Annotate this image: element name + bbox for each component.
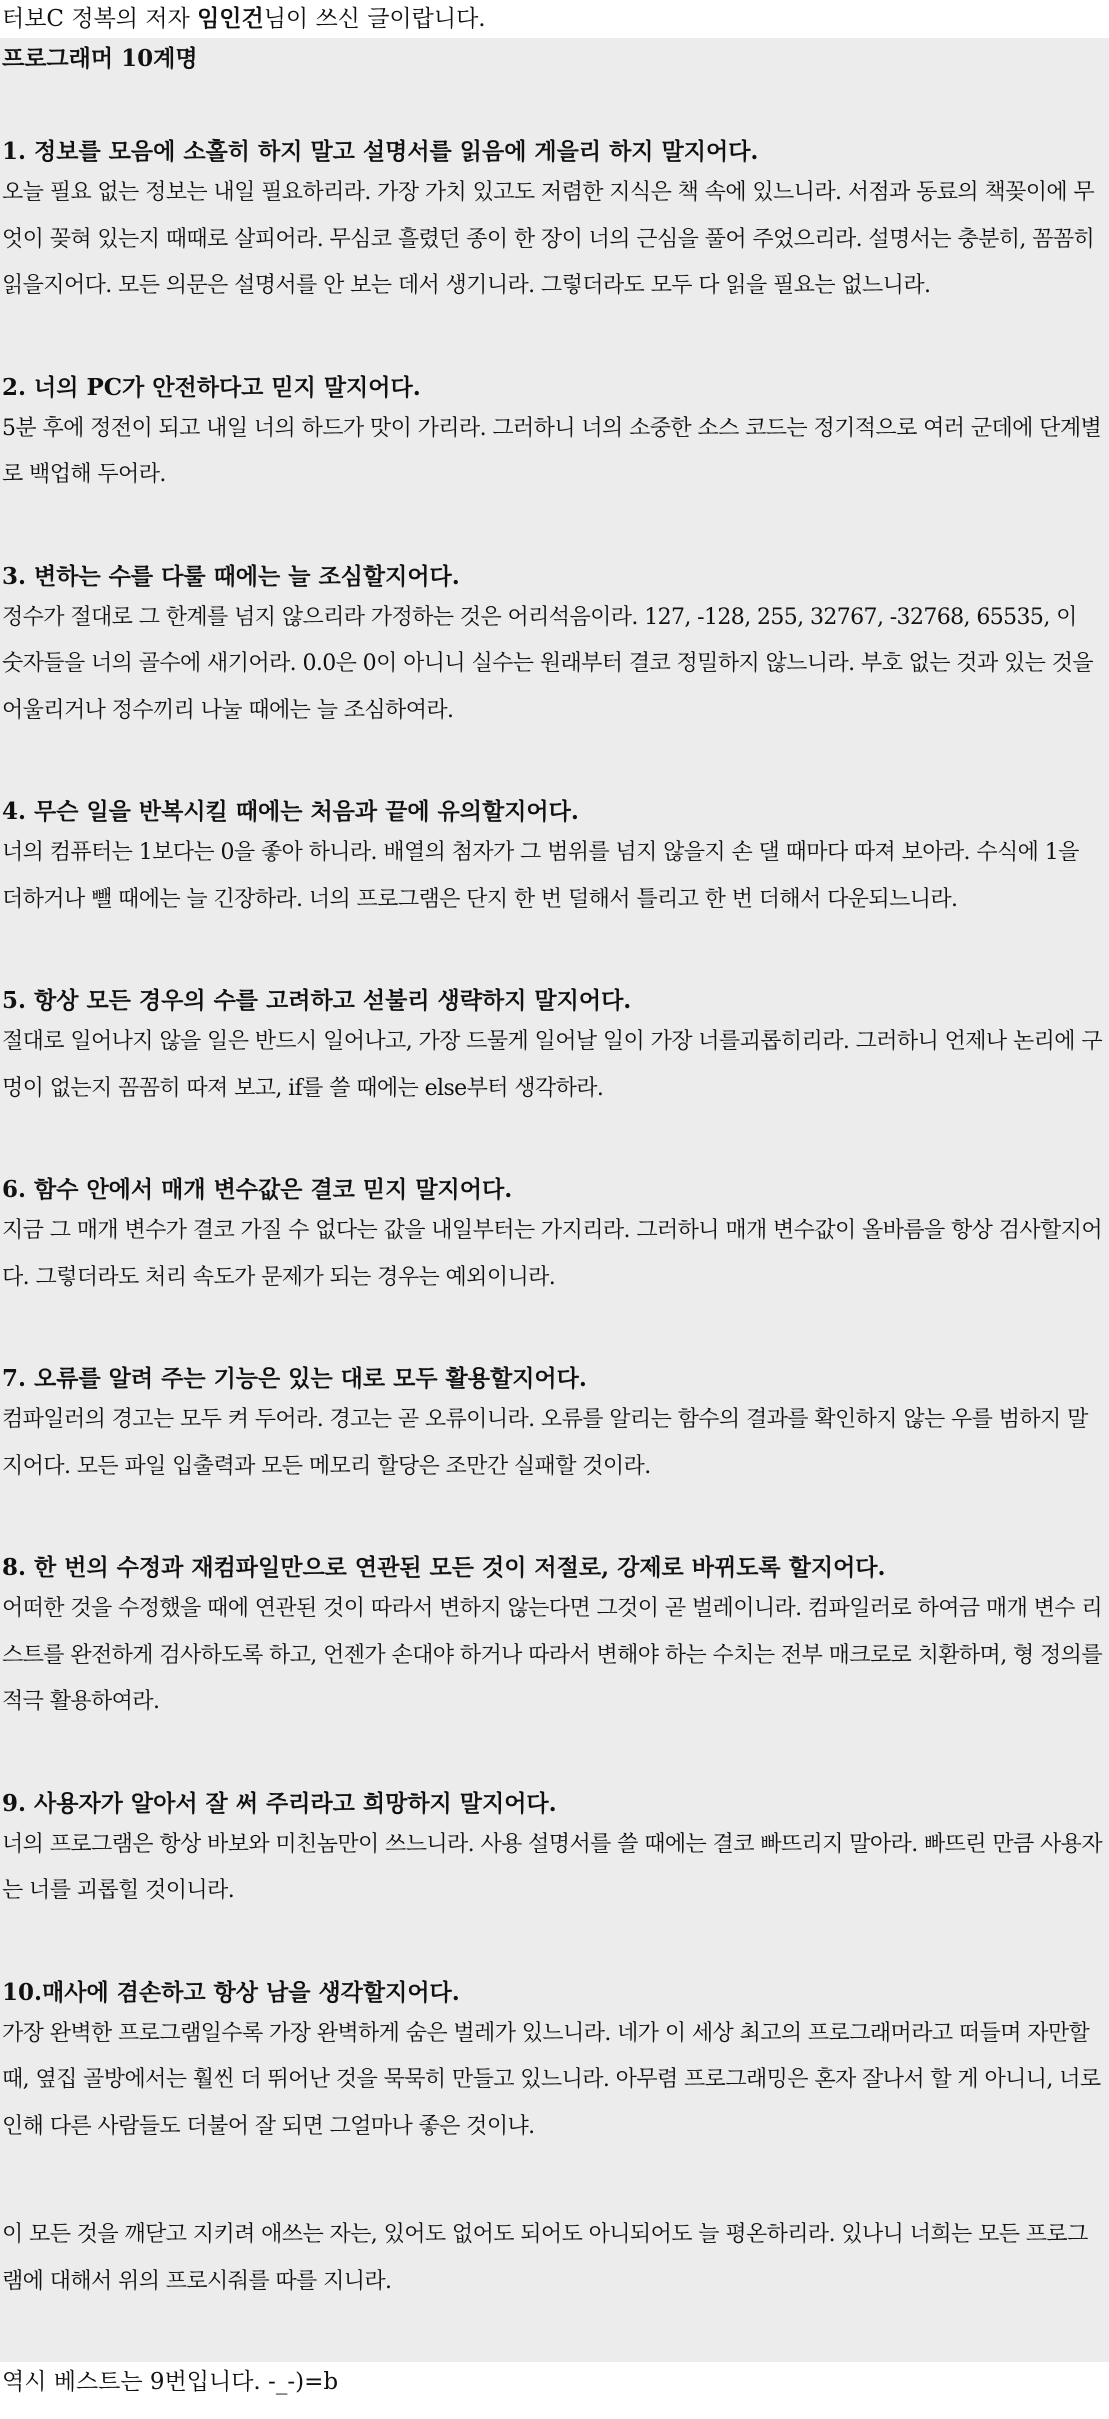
rule-8-heading: 8. 한 번의 수정과 재컴파일만으로 연관된 모든 것이 저절로, 강제로 바뀌도록 할지어다.	[2, 1554, 886, 1581]
rule-1-heading: 1. 정보를 모음에 소홀히 하지 말고 설명서를 읽음에 게을리 하지 말지어다.	[2, 138, 759, 165]
rule-2-heading: 2. 너의 PC가 안전하다고 믿지 말지어다.	[2, 373, 421, 401]
outro-line: 역시 베스트는 9번입니다. -_-)=b	[2, 2369, 339, 2395]
intro-prefix: 터보C 정복의 저자	[2, 6, 198, 32]
intro-suffix: 님이 쓰신 글이랍니다.	[263, 6, 486, 32]
quote-title: 프로그래머 10계명	[2, 45, 198, 72]
rule-5-heading: 5. 항상 모든 경우의 수를 고려하고 섣불리 생략하지 말지어다.	[2, 987, 632, 1014]
closing-paragraph: 이 모든 것을 깨닫고 지키려 애쓰는 자는, 있어도 없어도 되어도 아니되어도 늘 평온하리라. 있나니 너희는 모든 프로그램에 대해서 위의 프로시줘를 따를 지니라.	[2, 2222, 1088, 2294]
rule-6-heading: 6. 함수 안에서 매개 변수값은 결코 믿지 말지어다.	[2, 1176, 513, 1203]
rule-10-body: 가장 완벽한 프로그램일수록 가장 완벽하게 숨은 벌레가 있느니라. 네가 이 세상 최고의 프로그래머라고 떠들며 자만할 때, 옆집 골방에서는 훨씬 더 뛰어난 것을 묵묵히 만들고 있느니라. 아무렴 프로그래밍은 혼자 잘나서 할 게 아니니, 너로 인해 다른 사람들도 더불어 잘 되면 그얼마나 좋은 것이냐.	[2, 2020, 1101, 2139]
author-name: 임인건	[197, 5, 264, 32]
rule-5-body: 절대로 일어나지 않을 일은 반드시 일어나고, 가장 드물게 일어날 일이 가장 너를괴롭히리라. 그러하니 언제나 논리에 구멍이 없는지 꼼꼼히 따져 보고, if를 쓸 때에는 else부터 생각하라.	[2, 1029, 1102, 1101]
rule-3-body: 정수가 절대로 그 한계를 넘지 않으리라 가정하는 것은 어리석음이라. 127, -128, 255, 32767, -32768, 65535, 이 숫자들을 너의 골수에 새기어라. 0.0은 0이 아니니 실수는 원래부터 결코 정밀하지 않느니라. 부호 없는 것과 있는 것을 어울리거나 정수끼리 나눌 때에는 늘 조심하여라.	[2, 604, 1094, 723]
rule-2-body: 5분 후에 정전이 되고 내일 너의 하드가 맛이 가리라. 그러하니 너의 소중한 소스 코드는 정기적으로 여러 군데에 단계별로 백업해 두어라.	[2, 415, 1102, 487]
rule-9-heading: 9. 사용자가 알아서 잘 써 주리라고 희망하지 말지어다.	[2, 1789, 557, 1817]
quote-box	[0, 38, 1109, 2362]
rule-4-heading: 4. 무슨 일을 반복시킬 때에는 처음과 끝에 유의할지어다.	[2, 798, 579, 825]
rule-6-body: 지금 그 매개 변수가 결코 가질 수 없다는 값을 내일부터는 가지리라. 그러하니 매개 변수값이 올바름을 항상 검사할지어다. 그렇더라도 처리 속도가 문제가 되는 경우는 예외이니라.	[2, 1218, 1102, 1290]
rule-9-body: 너의 프로그램은 항상 바보와 미친놈만이 쓰느니라. 사용 설명서를 쓸 때에는 결코 빠뜨리지 말아라. 빠뜨린 만큼 사용자는 너를 괴롭힐 것이니라.	[2, 1831, 1102, 1903]
rule-7-body: 컴파일러의 경고는 모두 켜 두어라. 경고는 곧 오류이니라. 오류를 알리는 함수의 결과를 확인하지 않는 우를 범하지 말지어다. 모든 파일 입출력과 모든 메모리 할당은 조만간 실패할 것이라.	[2, 1407, 1088, 1479]
rule-8-body: 어떠한 것을 수정했을 때에 연관된 것이 따라서 변하지 않는다면 그것이 곧 벌레이니라. 컴파일러로 하여금 매개 변수 리스트를 완전하게 검사하도록 하고, 언젠가 손대야 하거나 따라서 변해야 하는 수치는 전부 매크로로 치환하며, 형 정의를 적극 활용하여라.	[2, 1596, 1102, 1714]
rule-3-heading: 3. 변하는 수를 다룰 때에는 늘 조심할지어다.	[2, 562, 460, 590]
rule-4-body: 너의 컴퓨터는 1보다는 0을 좋아 하니라. 배열의 첨자가 그 범위를 넘지 않을지 손 댈 때마다 따져 보아라. 수식에 1을 더하거나 뺄 때에는 늘 긴장하라. 너의 프로그램은 단지 한 번 덜해서 틀리고 한 번 더해서 다운되느니라.	[2, 840, 1079, 912]
intro-line	[0, 0, 1109, 38]
rule-1-body: 오늘 필요 없는 정보는 내일 필요하리라. 가장 가치 있고도 저렴한 지식은 책 속에 있느니라. 서점과 동료의 책꽂이에 무엇이 꽂혀 있는지 때때로 살피어라. 무심코 흘렸던 종이 한 장이 너의 근심을 풀어 주었으리라. 설명서는 충분히, 꼼꼼히 읽을지어다. 모든 의문은 설명서를 안 보는 데서 생기니라. 그렇더라도 모두 다 읽을 필요는 없느니라.	[2, 180, 1095, 298]
rule-7-heading: 7. 오류를 알려 주는 기능은 있는 대로 모두 활용할지어다.	[2, 1365, 587, 1392]
rule-10-heading: 10.매사에 겸손하고 항상 남을 생각할지어다.	[2, 1978, 460, 2006]
